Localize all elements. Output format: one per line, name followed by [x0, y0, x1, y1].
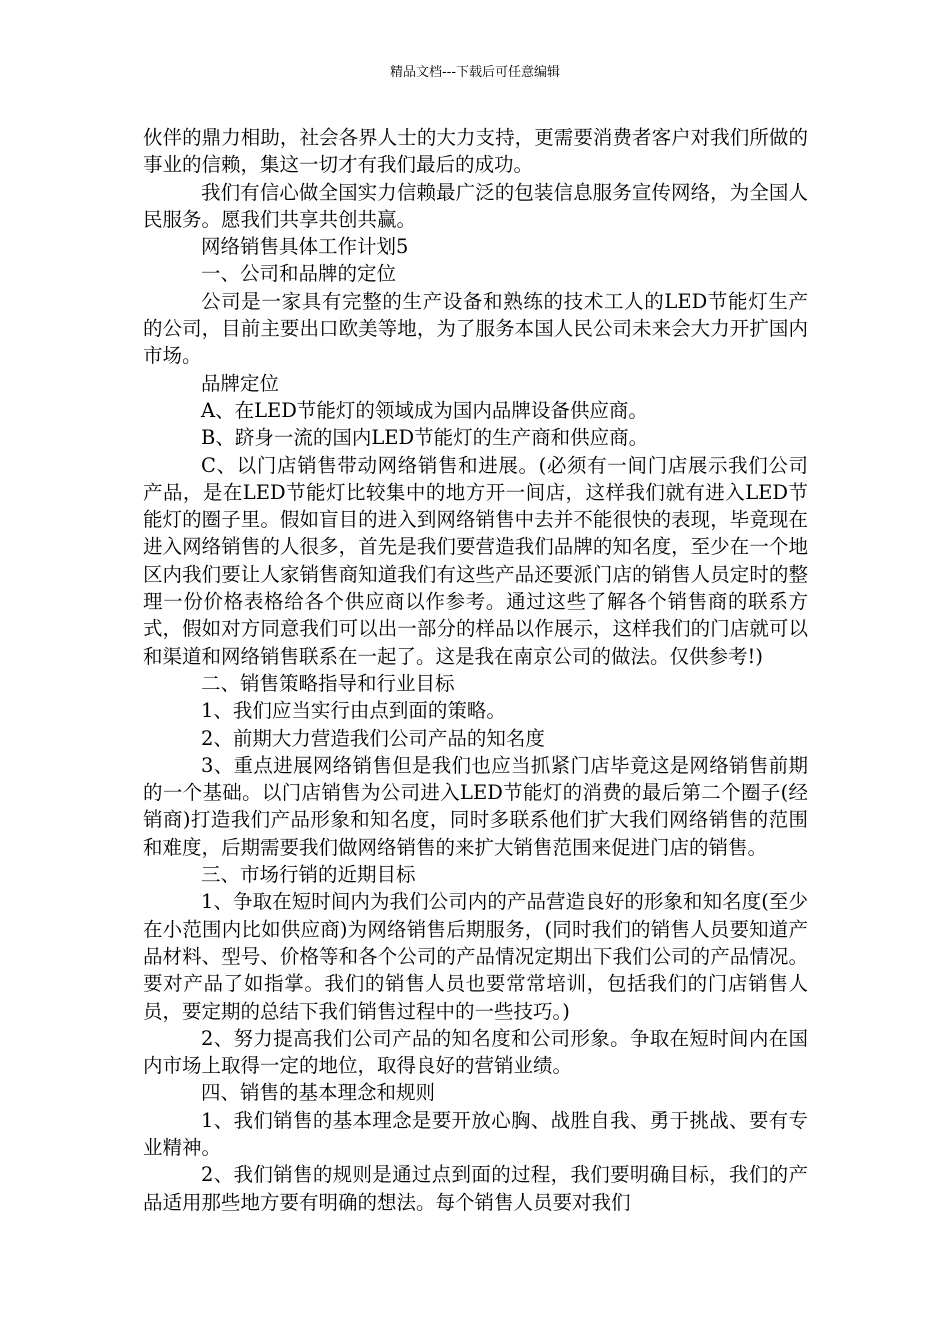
heading-sales-strategy: 二、销售策略指导和行业目标 — [201, 671, 455, 695]
list-item-goal-1: 1、争取在短时间内为我们公司内的产品营造良好的形象和知名度(至少在小范围内比如供应商)为网络销售后期服务，(同时我们的销售人员要知道产品材料、型号、价格等和各个公司的产品情况定期出下我们公司的产品情况。要对产品了如指掌。我们的销售人员也要常常培训，包括我们的门店销售人员，要定期的总结下我们销售过程中的一些技巧。) — [143, 890, 808, 1023]
paragraph-confidence: 我们有信心做全国实力信赖最广泛的包装信息服务宣传网络，为全国人民服务。愿我们共享共创共赢。 — [143, 180, 808, 231]
list-item-b: B、跻身一流的国内LED节能灯的生产商和供应商。 — [201, 426, 649, 450]
list-item-principle-2: 2、我们销售的规则是通过点到面的过程，我们要明确目标，我们的产品适用那些地方要有明确的想法。每个销售人员要对我们 — [143, 1163, 808, 1214]
list-item-c: C、以门店销售带动网络销售和进展。(必须有一间门店展示我们公司产品，是在LED节能灯比较集中的地方开一间店，这样我们就有进入LED节能灯的圈子里。假如盲目的进入到网络销售中去并不能很快的表现，毕竟现在进入网络销售的人很多，首先是我们要营造我们品牌的知名度，至少在一个地区内我们要让人家销售商知道我们有这些产品还要派门店的销售人员定时的整理一份价格表格给各个供应商以作参考。通过这些了解各个销售商的联系方式，假如对方同意我们可以出一部分的样品以作展示，这样我们的门店就可以和渠道和网络销售联系在一起了。这是我在南京公司的做法。仅供参考!) — [143, 453, 808, 668]
section-title: 网络销售具体工作计划5 — [201, 235, 409, 259]
heading-brand-positioning: 品牌定位 — [201, 371, 280, 395]
header-text: 精品文档---下载后可任意编辑 — [389, 65, 561, 80]
list-item-goal-2: 2、努力提高我们公司产品的知名度和公司形象。争取在短时间内在国内市场上取得一定的地位，取得良好的营销业绩。 — [143, 1026, 808, 1078]
heading-sales-principles: 四、销售的基本理念和规则 — [201, 1081, 436, 1105]
heading-company-positioning: 一、公司和品牌的定位 — [201, 262, 397, 286]
page-header — [0, 64, 950, 82]
list-item-principle-1: 1、我们销售的基本理念是要开放心胸、战胜自我、勇于挑战、要有专业精神。 — [143, 1108, 808, 1159]
list-item-strategy-3: 3、重点进展网络销售但是我们也应当抓紧门店毕竟这是网络销售前期的一个基础。以门店销售为公司进入LED节能灯的消费的最后第二个圈子(经销商)打造我们产品形象和知名度，同时多联系他们扩大我们网络销售的范围和难度，后期需要我们做网络销售的来扩大销售范围来促进门店的销售。 — [143, 753, 808, 859]
paragraph-continuation: 伙伴的鼎力相助，社会各界人士的大力支持，更需要消费者客户对我们所做的事业的信赖，集这一切才有我们最后的成功。 — [143, 126, 808, 177]
document-body — [143, 124, 808, 1216]
list-item-strategy-2: 2、前期大力营造我们公司产品的知名度 — [201, 726, 545, 750]
list-item-a: A、在LED节能灯的领域成为国内品牌设备供应商。 — [201, 398, 648, 422]
heading-marketing-goals: 三、市场行销的近期目标 — [201, 863, 416, 887]
paragraph-company-intro: 公司是一家具有完整的生产设备和熟练的技术工人的LED节能灯生产的公司，目前主要出口欧美等地，为了服务本国人民公司未来会大力开扩国内市场。 — [143, 289, 808, 368]
list-item-strategy-1: 1、我们应当实行由点到面的策略。 — [201, 699, 506, 723]
